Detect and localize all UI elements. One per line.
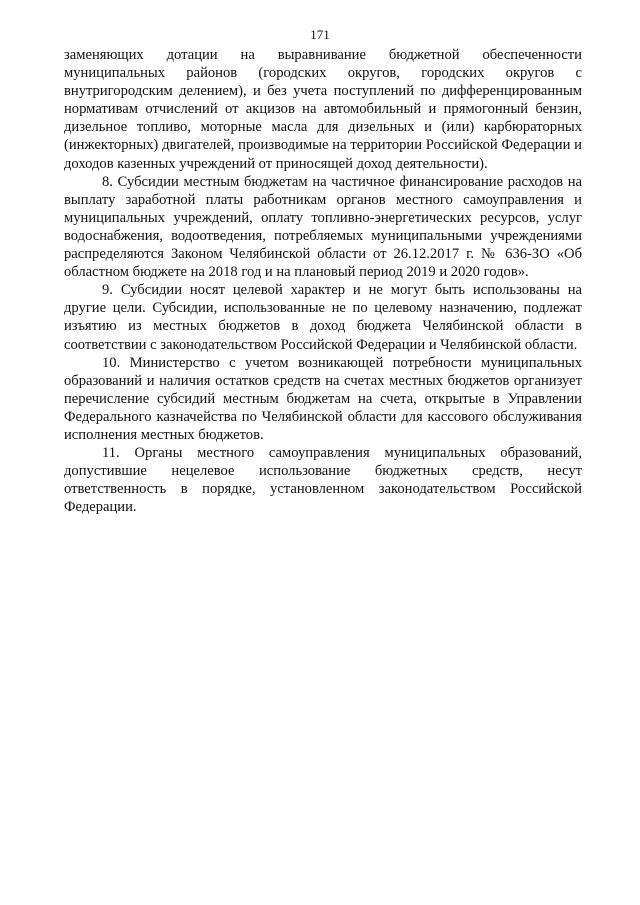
paragraph-continuation: заменяющих дотации на выравнивание бюджетной обеспеченности муниципальных районов (городских округов, городских округов с внутригородским делением), и без учета поступлений по дифференцированным нормативам отчислений от акцизов на автомобильный и прямогонный бензин, дизельное топливо, моторные масла для дизельных и (или) карбюраторных (инжекторных) двигателей, производимые на территории Российской Федерации и доходов казенных учреждений от приносящей доход деятельности). <box>64 47 582 172</box>
paragraph-item-10: 10. Министерство с учетом возникающей потребности муниципальных образований и наличия остатков средств на счетах местных бюджетов организует перечисление субсидий местным бюджетам на счета, открытые в Управлении Федерального казначейства по Челябинской области для кассового обслуживания исполнения местных бюджетов. <box>64 354 582 443</box>
document-body <box>64 46 582 516</box>
paragraph-item-8: 8. Субсидии местным бюджетам на частичное финансирование расходов на выплату заработной платы работникам органов местного самоуправления и муниципальных учреждений, оплату топливно-энергетических ресурсов, услуг водоснабжения, водоотведения, потребляемых муниципальными учреждениями распределяются Законом Челябинской области от 26.12.2017 г. № 636-ЗО «Об областном бюджете на 2018 год и на плановый период 2019 и 2020 годов». <box>64 173 582 281</box>
paragraph-item-11: 11. Органы местного самоуправления муниципальных образований, допустившие нецелевое использование бюджетных средств, несут ответственность в порядке, установленном законодательством Российской Федерации. <box>64 445 582 516</box>
paragraph-item-9: 9. Субсидии носят целевой характер и не могут быть использованы на другие цели. Субсидии, использованные не по целевому назначению, подлежат изъятию из местных бюджетов в доход бюджета Челябинской области в соответствии с законодательством Российской Федерации и Челябинской области. <box>64 282 582 353</box>
page-number: 171 <box>310 27 330 42</box>
